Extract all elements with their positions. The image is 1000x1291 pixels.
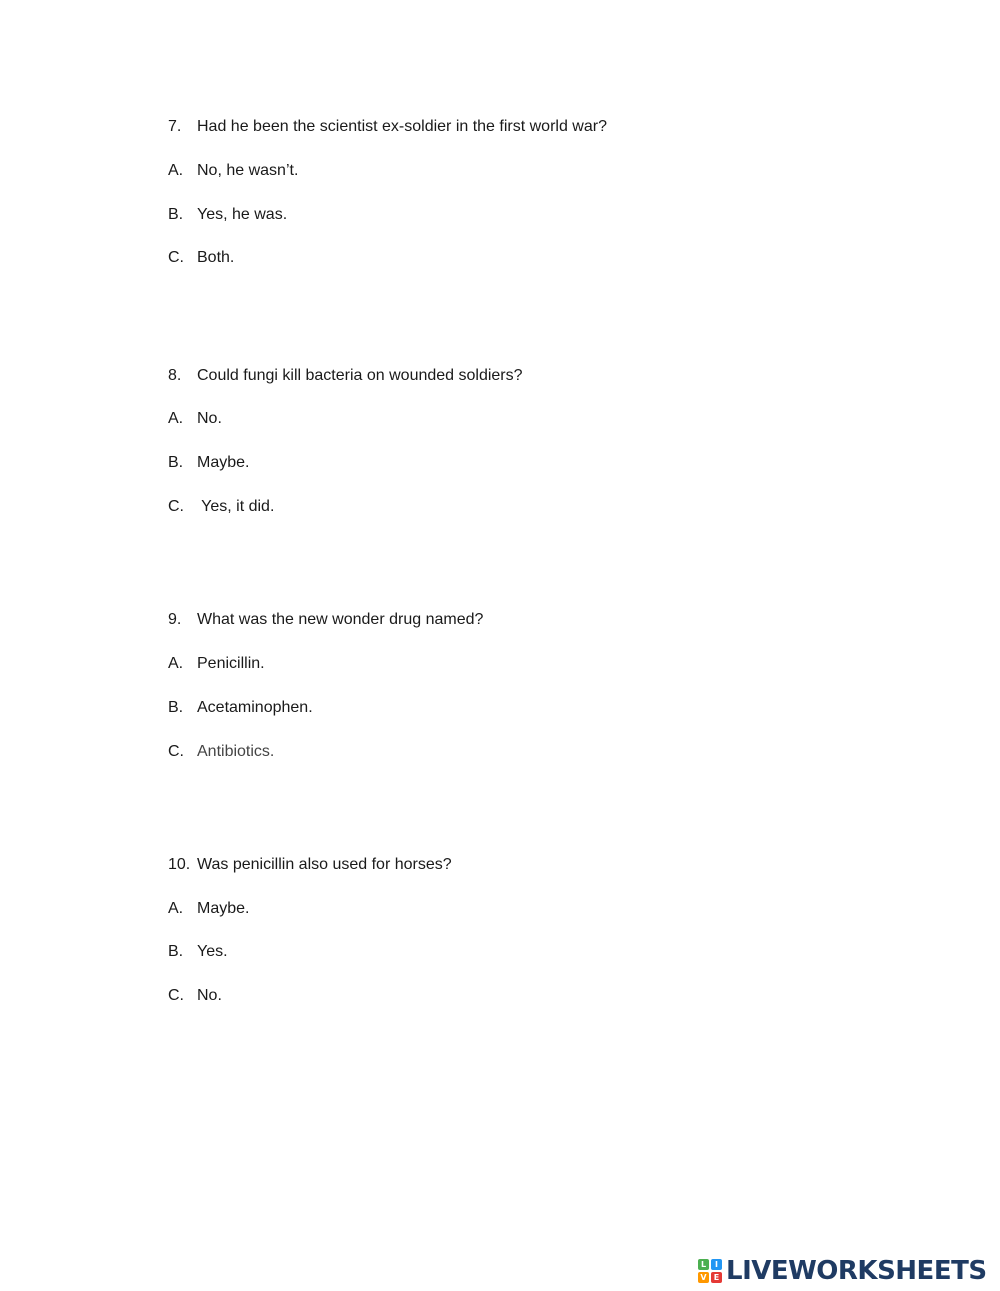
- question-number: 7.: [168, 118, 182, 135]
- logo-tile-e: E: [711, 1272, 722, 1283]
- logo-tile-l: L: [698, 1259, 709, 1270]
- option-letter: B.: [168, 206, 184, 223]
- option-8c[interactable]: [168, 497, 274, 517]
- question-text: Could fungi kill bacteria on wounded soldiers?: [197, 367, 523, 384]
- option-8a[interactable]: [168, 409, 222, 429]
- option-10c[interactable]: [168, 986, 222, 1006]
- option-9c[interactable]: [168, 742, 274, 762]
- option-text: Maybe.: [197, 900, 250, 917]
- option-text: Maybe.: [197, 454, 250, 471]
- option-text: No.: [197, 987, 222, 1004]
- option-letter: C.: [168, 498, 184, 515]
- option-text: Penicillin.: [197, 655, 265, 672]
- option-8b[interactable]: [168, 453, 249, 473]
- option-letter: B.: [168, 454, 184, 471]
- option-letter: B.: [168, 699, 184, 716]
- option-text: Yes, it did.: [197, 498, 275, 515]
- logo-tile-v: V: [698, 1272, 709, 1283]
- option-text: Antibiotics.: [197, 743, 275, 760]
- option-7c[interactable]: [168, 248, 234, 268]
- liveworksheets-logo: [698, 1257, 987, 1285]
- question-9: [168, 610, 483, 630]
- logo-tile-i: I: [711, 1259, 722, 1270]
- option-text: No, he wasn’t.: [197, 162, 299, 179]
- option-10a[interactable]: [168, 899, 249, 919]
- option-letter: A.: [168, 655, 184, 672]
- option-7b[interactable]: [168, 205, 287, 225]
- logo-text: LIVEWORKSHEETS: [726, 1256, 987, 1286]
- option-text: No.: [197, 410, 222, 427]
- option-letter: A.: [168, 162, 184, 179]
- question-text: Was penicillin also used for horses?: [197, 856, 452, 873]
- option-letter: C.: [168, 987, 184, 1004]
- option-10b[interactable]: [168, 942, 228, 962]
- option-text: Acetaminophen.: [197, 699, 313, 716]
- option-text: Yes, he was.: [197, 206, 288, 223]
- logo-icon: [698, 1259, 722, 1283]
- option-letter: A.: [168, 900, 184, 917]
- question-text: Had he been the scientist ex-soldier in the first world war?: [197, 118, 607, 135]
- option-letter: C.: [168, 249, 184, 266]
- option-text: Yes.: [197, 943, 228, 960]
- option-text: Both.: [197, 249, 235, 266]
- question-7: [168, 117, 607, 137]
- question-10: [168, 855, 452, 875]
- option-9b[interactable]: [168, 698, 313, 718]
- question-number: 8.: [168, 367, 182, 384]
- question-number: 9.: [168, 611, 182, 628]
- question-number: 10.: [168, 856, 191, 873]
- option-letter: B.: [168, 943, 184, 960]
- question-8: [168, 366, 523, 386]
- option-letter: C.: [168, 743, 184, 760]
- option-7a[interactable]: [168, 161, 298, 181]
- question-text: What was the new wonder drug named?: [197, 611, 484, 628]
- option-9a[interactable]: [168, 654, 265, 674]
- option-letter: A.: [168, 410, 184, 427]
